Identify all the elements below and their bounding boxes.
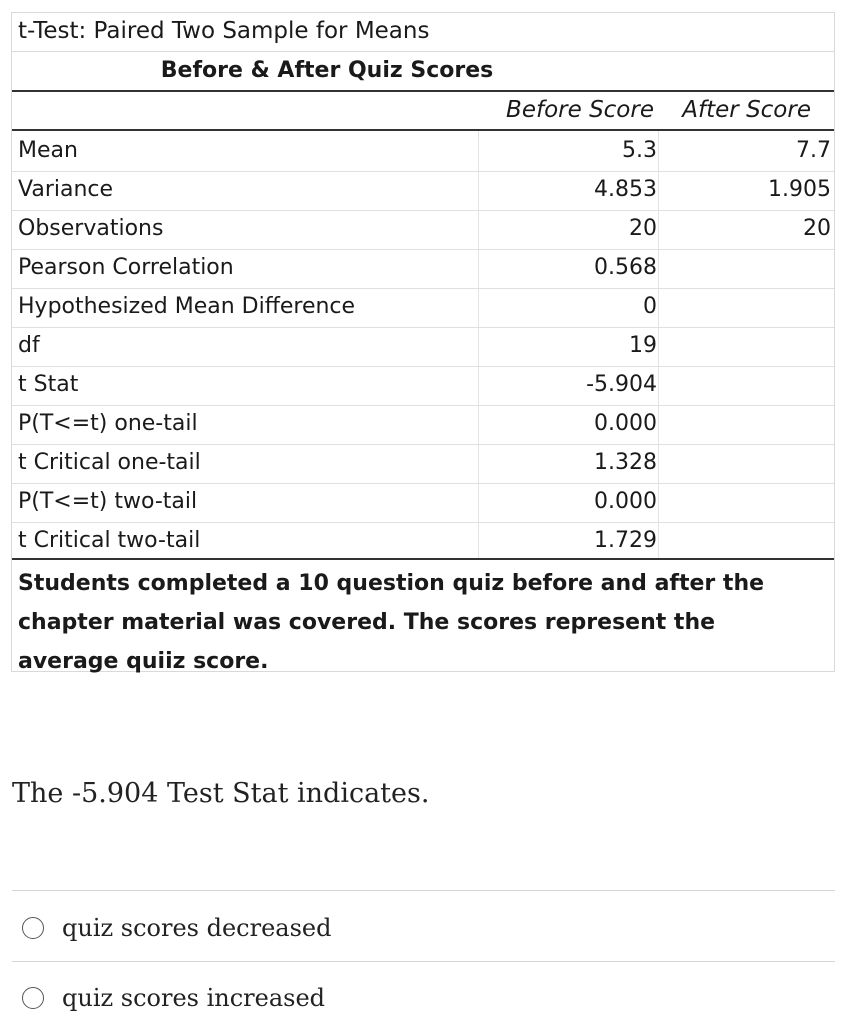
table-row bbox=[12, 445, 834, 484]
table-row bbox=[12, 523, 834, 562]
option-label: quiz scores increased bbox=[62, 984, 326, 1012]
row-label: P(T<=t) two-tail bbox=[18, 489, 198, 514]
before-value: 0.000 bbox=[594, 411, 657, 436]
before-value: 20 bbox=[629, 216, 657, 241]
column-header-row bbox=[12, 92, 834, 131]
table-title: t-Test: Paired Two Sample for Means bbox=[18, 18, 430, 44]
before-value: 4.853 bbox=[594, 177, 657, 202]
row-label: t Critical two-tail bbox=[18, 528, 201, 553]
row-label: Variance bbox=[18, 177, 114, 202]
table-row bbox=[12, 250, 834, 289]
after-score-header: After Score bbox=[682, 97, 811, 123]
row-label: P(T<=t) one-tail bbox=[18, 411, 198, 436]
table-row bbox=[12, 211, 834, 250]
answer-option-increased[interactable] bbox=[22, 982, 325, 1014]
table-row bbox=[12, 406, 834, 445]
option-divider bbox=[12, 961, 835, 962]
table-row bbox=[12, 172, 834, 211]
option-label: quiz scores decreased bbox=[62, 914, 332, 942]
after-value: 7.7 bbox=[796, 138, 831, 163]
table-row bbox=[12, 133, 834, 172]
table-note: Students completed a 10 question quiz before and after the chapter material was covered. The scores represent the average quiiz score. bbox=[18, 571, 765, 674]
row-label: Pearson Correlation bbox=[18, 255, 234, 280]
after-value: 1.905 bbox=[768, 177, 831, 202]
table-subtitle-row bbox=[12, 52, 834, 92]
table-title-row bbox=[12, 13, 834, 52]
before-value: 19 bbox=[629, 333, 657, 358]
before-value: 5.3 bbox=[622, 138, 657, 163]
ttest-output-table bbox=[11, 12, 835, 672]
answer-option-decreased[interactable] bbox=[22, 912, 331, 944]
before-score-header: Before Score bbox=[506, 97, 654, 123]
before-value: 0 bbox=[643, 294, 657, 319]
table-note-row bbox=[12, 558, 834, 672]
table-row bbox=[12, 328, 834, 367]
radio-button[interactable] bbox=[22, 917, 44, 939]
before-value: 1.729 bbox=[594, 528, 657, 553]
table-row bbox=[12, 367, 834, 406]
table-row bbox=[12, 289, 834, 328]
before-value: 1.328 bbox=[594, 450, 657, 475]
after-value: 20 bbox=[803, 216, 831, 241]
before-value: 0.568 bbox=[594, 255, 657, 280]
option-divider bbox=[12, 890, 835, 891]
row-label: Hypothesized Mean Difference bbox=[18, 294, 356, 319]
row-label: t Critical one-tail bbox=[18, 450, 201, 475]
table-subtitle: Before & After Quiz Scores bbox=[160, 58, 494, 83]
question-text: The -5.904 Test Stat indicates. bbox=[12, 778, 430, 809]
radio-button[interactable] bbox=[22, 987, 44, 1009]
table-row bbox=[12, 484, 834, 523]
before-value: -5.904 bbox=[586, 372, 657, 397]
row-label: t Stat bbox=[18, 372, 79, 397]
row-label: Observations bbox=[18, 216, 164, 241]
row-label: Mean bbox=[18, 138, 78, 163]
row-label: df bbox=[18, 333, 40, 358]
before-value: 0.000 bbox=[594, 489, 657, 514]
